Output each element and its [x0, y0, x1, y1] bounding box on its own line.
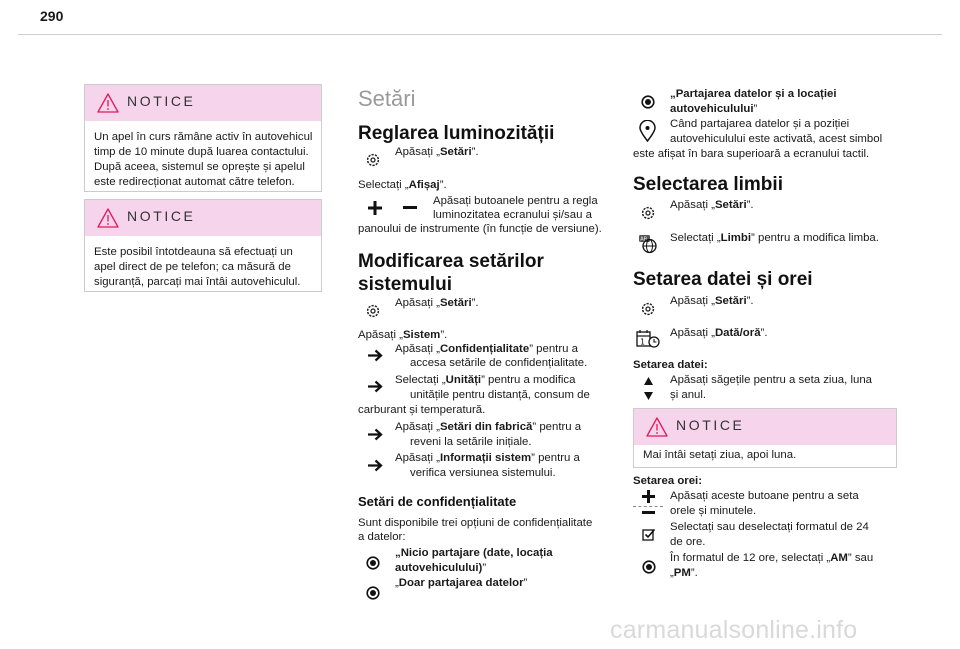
radio-icon [366, 586, 380, 600]
heading-date-time: Setarea datei și orei [633, 269, 813, 290]
separator-dashes [633, 506, 663, 507]
radio-icon [366, 556, 380, 570]
gear-icon [640, 301, 656, 317]
arrow-down-icon [644, 392, 653, 400]
text-privacy-intro: Sunt disponibile trei opțiuni de confidențialitate [358, 517, 593, 529]
radio-icon [641, 95, 655, 109]
checkbox-icon [642, 528, 656, 541]
svg-text:1: 1 [640, 337, 646, 347]
text-privacy-no-share: „Nicio partajare (date, locația [395, 547, 553, 559]
calendar-clock-icon [636, 329, 660, 349]
text-select-language: Selectați „Limbi” pentru a modifica limba. [670, 232, 879, 244]
notice-text: Este posibil întotdeauna să efectuați un apel direct de pe telefon; ca măsură de siguranță, parcați mai întâi autovehiculul. [94, 246, 301, 288]
notice-title: NOTICE [127, 93, 196, 109]
heading-privacy-settings: Setări de confidențialitate [358, 494, 517, 509]
notice-header [85, 200, 321, 236]
text-system-info-option: Apăsați „Informații sistem” pentru a [395, 452, 580, 464]
notice-header [634, 409, 896, 445]
heading-system-settings: sistemului [358, 274, 452, 295]
notice-title: NOTICE [676, 417, 745, 433]
gear-icon [640, 205, 656, 221]
text-privacy-share-all: autovehiculului” [670, 103, 758, 115]
minus-icon [642, 511, 655, 515]
text-press-settings: Apăsați „Setări”. [395, 146, 479, 158]
text-brightness-buttons: panoului de instrumente (în funcție de versiune). [358, 223, 602, 235]
section-title-settings: Setări [358, 86, 416, 111]
text-units-option: unitățile pentru distanță, consum de [410, 389, 590, 401]
plus-icon [368, 201, 382, 215]
text-location-info: este afișat în bara superioară a ecranului tactil. [633, 148, 870, 160]
text-set-date: și anul. [670, 389, 707, 401]
arrow-right-icon [368, 428, 383, 441]
text-location-info: autovehiculului este activată, acest simbol [670, 133, 883, 145]
text-brightness-buttons: Apăsați butoanele pentru a regla [433, 195, 598, 207]
text-privacy-data-only: „Doar partajarea datelor” [395, 577, 528, 589]
text-system-info-option: verifica versiunea sistemului. [410, 467, 556, 479]
notice-text: Un apel în curs rămâne activ în autovehicul timp de 10 minute după luarea contactului. După aceea, sistemul se oprește și apelul este redirecționat automat către telefon. [94, 131, 313, 188]
gear-icon [365, 303, 381, 319]
text-set-time: Apăsați aceste butoane pentru a seta [670, 490, 859, 502]
arrow-right-icon [368, 349, 383, 362]
svg-text:AB: AB [640, 236, 648, 243]
warning-icon [97, 208, 119, 228]
warning-icon [646, 417, 668, 437]
heading-language: Selectarea limbii [633, 174, 783, 195]
warning-icon [97, 93, 119, 113]
text-privacy-no-share: autovehiculului)” [395, 562, 487, 574]
notice-title: NOTICE [127, 208, 196, 224]
text-brightness-buttons: luminozitatea ecranului și/sau a [433, 209, 592, 221]
notice-text: Mai întâi setați ziua, apoi luna. [643, 449, 797, 461]
notice-box-date-order [633, 408, 897, 468]
gear-icon [365, 152, 381, 168]
text-select-display: Selectați „Afișaj”. [358, 179, 447, 191]
text-units-option: carburant și temperatură. [358, 404, 486, 416]
heading-brightness: Reglarea luminozității [358, 123, 555, 144]
minus-icon [403, 206, 417, 210]
text-set-time: orele și minutele. [670, 505, 757, 517]
text-set-date: Apăsați săgețile pentru a seta ziua, luna [670, 374, 873, 386]
plus-icon [642, 490, 655, 503]
text-privacy-option: accesa setările de confidențialitate. [410, 357, 588, 369]
label-set-time: Setarea orei: [633, 475, 703, 487]
text-12h-format: „PM”. [670, 567, 698, 579]
text-privacy-intro: a datelor: [358, 531, 406, 543]
text-units-option: Selectați „Unități” pentru a modifica [395, 374, 576, 386]
text-24h-format: de ore. [670, 536, 706, 548]
label-set-date: Setarea datei: [633, 359, 708, 371]
watermark: carmanualsonline.info [610, 616, 858, 644]
arrow-right-icon [368, 459, 383, 472]
page-number: 290 [40, 8, 64, 24]
text-press-date-time: Apăsați „Dată/oră”. [670, 327, 768, 339]
heading-system-settings: Modificarea setărilor [358, 251, 544, 272]
header-divider [18, 34, 942, 35]
language-icon [638, 234, 658, 254]
text-24h-format: Selectați sau deselectați formatul de 24 [670, 521, 869, 533]
text-press-settings: Apăsați „Setări”. [670, 199, 754, 211]
notice-box-direct-call [84, 199, 322, 292]
notice-box-call-duration [84, 84, 322, 192]
notice-header [85, 85, 321, 121]
text-press-settings: Apăsați „Setări”. [670, 295, 754, 307]
arrow-right-icon [368, 380, 383, 393]
text-press-system: Apăsați „Sistem”. [358, 329, 448, 341]
text-press-settings: Apăsați „Setări”. [395, 297, 479, 309]
text-privacy-share-all: „Partajarea datelor și a locației [670, 88, 837, 100]
text-location-info: Când partajarea datelor și a poziției [670, 118, 850, 130]
location-pin-icon [639, 120, 656, 142]
radio-icon [642, 560, 656, 574]
text-12h-format: În formatul de 12 ore, selectați „AM” sau [670, 552, 874, 564]
text-factory-option: reveni la setările inițiale. [410, 436, 532, 448]
text-privacy-option: Apăsați „Confidențialitate” pentru a [395, 343, 578, 355]
arrow-up-icon [644, 377, 653, 385]
text-factory-option: Apăsați „Setări din fabrică” pentru a [395, 421, 582, 433]
